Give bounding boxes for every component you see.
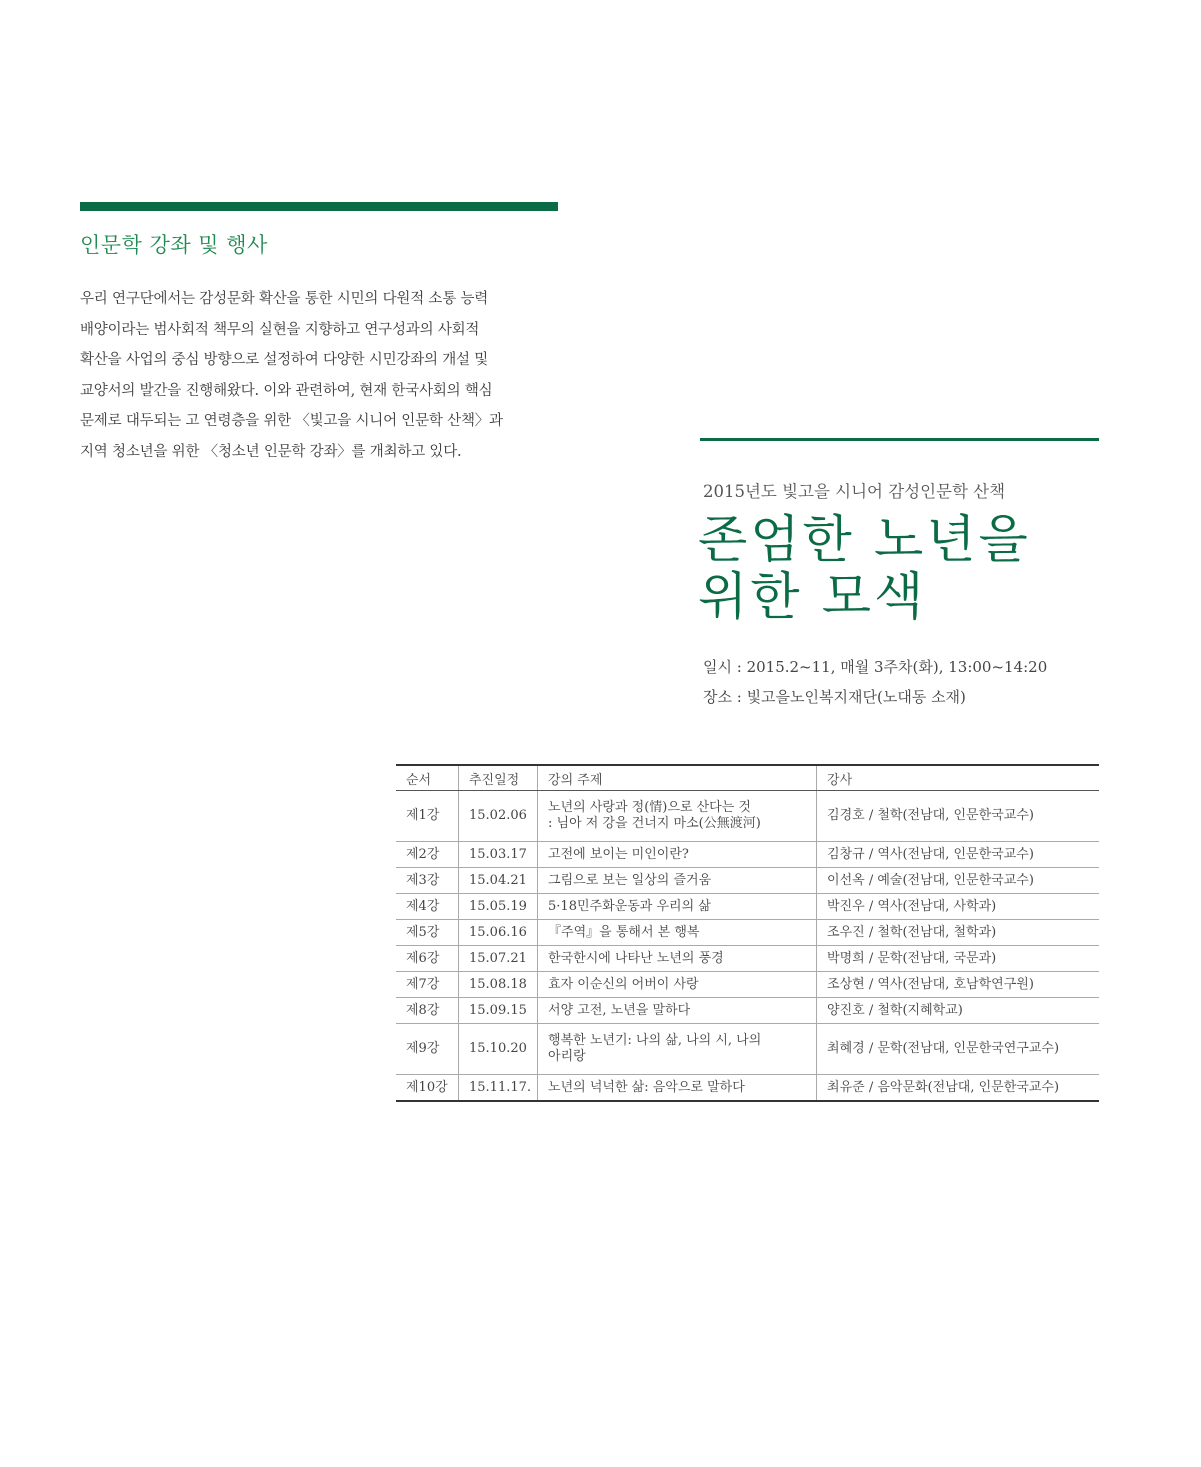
cell-lecturer: 박진우 / 역사(전남대, 사학과) [817, 894, 1099, 920]
cell-date: 15.10.20 [459, 1024, 538, 1075]
event-info [703, 652, 1047, 712]
table-row [396, 791, 1099, 842]
cell-topic: 『주역』을 통해서 본 행복 [538, 920, 817, 946]
cell-date: 15.09.15 [459, 998, 538, 1024]
topic-line: 노년의 사랑과 정(情)으로 산다는 것 [548, 800, 751, 815]
cell-topic: 고전에 보이는 미인이란? [538, 842, 817, 868]
topic-line: 행복한 노년기: 나의 삶, 나의 시, 나의 [548, 1033, 762, 1048]
table-row [396, 868, 1099, 894]
intro-line: 지역 청소년을 위한 〈청소년 인문학 강좌〉를 개최하고 있다. [80, 443, 462, 460]
cell-date: 15.04.21 [459, 868, 538, 894]
header-topic: 강의 주제 [538, 765, 817, 791]
event-subtitle: 2015년도 빛고을 시니어 감성인문학 산책 [703, 482, 1006, 501]
schedule-table [396, 764, 1099, 1102]
cell-order: 제2강 [396, 842, 459, 868]
cell-order: 제9강 [396, 1024, 459, 1075]
intro-line: 우리 연구단에서는 감성문화 확산을 통한 시민의 다원적 소통 능력 [80, 291, 489, 307]
cell-lecturer: 박명희 / 문학(전남대, 국문과) [817, 946, 1099, 972]
event-title-line: 존엄한 노년을 [698, 511, 1031, 570]
event-place: 장소 : 빛고을노인복지재단(노대동 소재) [703, 688, 966, 706]
table-row [396, 894, 1099, 920]
section-title: 인문학 강좌 및 행사 [80, 233, 268, 257]
cell-topic: 한국한시에 나타난 노년의 풍경 [538, 946, 817, 972]
cell-order: 제1강 [396, 791, 459, 842]
cell-date: 15.08.18 [459, 972, 538, 998]
intro-paragraph [80, 284, 520, 467]
cell-lecturer: 김창규 / 역사(전남대, 인문한국교수) [817, 842, 1099, 868]
table-row [396, 1075, 1099, 1102]
event-date: 일시 : 2015.2~11, 매월 3주차(화), 13:00~14:20 [703, 658, 1048, 676]
cell-order: 제7강 [396, 972, 459, 998]
cell-order: 제10강 [396, 1075, 459, 1102]
section-divider-bar [80, 202, 558, 211]
cell-date: 15.05.19 [459, 894, 538, 920]
cell-order: 제6강 [396, 946, 459, 972]
cell-date: 15.02.06 [459, 791, 538, 842]
header-lecturer: 강사 [817, 765, 1099, 791]
cell-order: 제5강 [396, 920, 459, 946]
intro-line: 배양이라는 범사회적 책무의 실현을 지향하고 연구성과의 사회적 [80, 321, 480, 338]
cell-lecturer: 김경호 / 철학(전남대, 인문한국교수) [817, 791, 1099, 842]
cell-order: 제4강 [396, 894, 459, 920]
cell-topic: 5·18민주화운동과 우리의 삶 [538, 894, 817, 920]
topic-line: : 님아 저 강을 건너지 마소(公無渡河) [548, 816, 761, 831]
intro-line: 확산을 사업의 중심 방향으로 설정하여 다양한 시민강좌의 개설 및 [80, 352, 489, 368]
header-schedule: 추진일정 [459, 765, 538, 791]
event-divider-bar [700, 438, 1099, 441]
table-row [396, 1024, 1099, 1075]
event-title [698, 512, 1031, 626]
table-row [396, 998, 1099, 1024]
table-row [396, 946, 1099, 972]
intro-line: 교양서의 발간을 진행해왔다. 이와 관련하여, 현재 한국사회의 핵심 [80, 382, 493, 399]
cell-lecturer: 조우진 / 철학(전남대, 철학과) [817, 920, 1099, 946]
cell-topic: 그림으로 보는 일상의 즐거움 [538, 868, 817, 894]
header-order: 순서 [396, 765, 459, 791]
event-title-line: 위한 모색 [698, 568, 927, 627]
table-row [396, 920, 1099, 946]
cell-date: 15.11.17. [459, 1075, 538, 1102]
cell-date: 15.03.17 [459, 842, 538, 868]
cell-lecturer: 양진호 / 철학(지혜학교) [817, 998, 1099, 1024]
cell-lecturer: 최혜경 / 문학(전남대, 인문한국연구교수) [817, 1024, 1099, 1075]
cell-topic: 효자 이순신의 어버이 사랑 [538, 972, 817, 998]
table-row [396, 842, 1099, 868]
cell-lecturer: 최유준 / 음악문화(전남대, 인문한국교수) [817, 1075, 1099, 1102]
table-header-row [396, 765, 1099, 791]
cell-topic [538, 791, 817, 842]
cell-lecturer: 이선옥 / 예술(전남대, 인문한국교수) [817, 868, 1099, 894]
cell-order: 제8강 [396, 998, 459, 1024]
cell-date: 15.07.21 [459, 946, 538, 972]
cell-topic: 노년의 넉넉한 삶: 음악으로 말하다 [538, 1075, 817, 1102]
table-row [396, 972, 1099, 998]
cell-topic: 서양 고전, 노년을 말하다 [538, 998, 817, 1024]
cell-order: 제3강 [396, 868, 459, 894]
cell-lecturer: 조상현 / 역사(전남대, 호남학연구원) [817, 972, 1099, 998]
cell-topic [538, 1024, 817, 1075]
cell-date: 15.06.16 [459, 920, 538, 946]
intro-line: 문제로 대두되는 고 연령층을 위한 〈빛고을 시니어 인문학 산책〉과 [80, 413, 503, 429]
topic-line: 아리랑 [548, 1049, 586, 1064]
